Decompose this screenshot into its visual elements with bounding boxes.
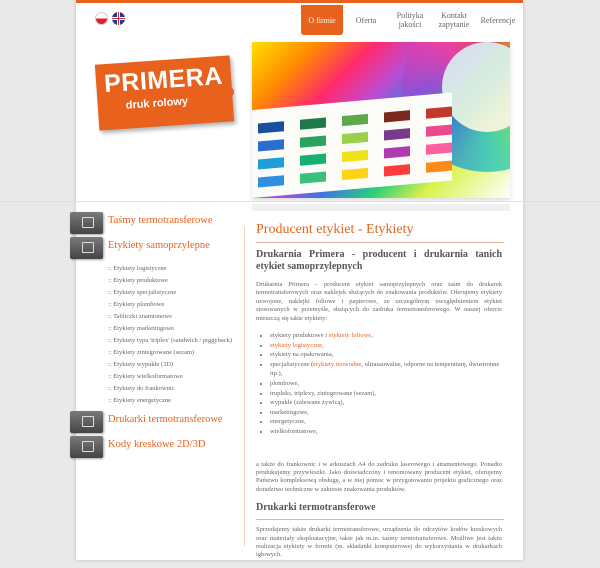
subitem-zintegrowane[interactable]: :: Etykiety zintegrowane (sezam) (108, 349, 195, 356)
nav-item-kontakt[interactable]: Kontakt zapytanie (438, 11, 470, 29)
ribbon-icon (70, 212, 103, 234)
list-item: • etykiety logistyczne, (270, 341, 502, 351)
title-underline (256, 242, 504, 243)
subitem-energetyczne[interactable]: :: Etykiety energetyczne (108, 397, 172, 404)
nav-item-polityka-jakosci[interactable]: Polityka jakości (396, 11, 424, 29)
list-item: • marketingowe, (270, 408, 502, 418)
printers-paragraph: Sprzedajemy także drukarki termotransferowe, urządzenia do odczytów kodów kreskowych oraz materiały eksploatacyjne, takie jak m.in. taśmy termotransferowe. Możliwe jest także realizacja etykiety w formie (m. składanki komputerowej do wykorzystania w drukarkach igłowych. (256, 526, 502, 559)
polish-flag-icon[interactable] (95, 12, 108, 25)
subitem-plombowe[interactable]: :: Etykiety plombowe (108, 301, 165, 308)
hero-caption-bar (252, 204, 510, 211)
subitem-triplex[interactable]: :: Etykiety typu 'triplex' (sandwich / piggyback) (108, 337, 233, 344)
subitem-produktowe[interactable]: :: Etykiety produktowe (108, 277, 168, 284)
sidebar (68, 212, 240, 458)
subitem-wypukle[interactable]: :: Etykiety wypukłe (3D) (108, 361, 174, 368)
language-switcher (95, 12, 125, 25)
company-logo[interactable] (95, 55, 234, 130)
section-underline (256, 519, 504, 520)
sidebar-item-label: Etykiety samoprzylepne (108, 240, 210, 251)
hero-image (252, 42, 510, 198)
list-item: • etykiety produktowe i etykiety foliowe, (270, 331, 502, 341)
label-types-list (256, 331, 502, 437)
page-title: Producent etykiet - Etykiety (256, 222, 414, 237)
list-link[interactable]: etykiety tnowodne (313, 360, 362, 368)
sidebar-item-label: Kody kreskowe 2D/3D (108, 439, 206, 450)
list-link[interactable]: etykiety logistyczne (270, 341, 323, 349)
subitem-frankownic[interactable]: :: Etykiety do frankownic (108, 385, 175, 392)
nav-item-oferta[interactable]: Oferta (355, 15, 377, 25)
sidebar-item-drukarki[interactable] (68, 411, 240, 433)
subitem-tabliczki[interactable]: :: Tabliczki znamionowe (108, 313, 173, 320)
sidebar-item-label: Drukarki termotransferowe (108, 414, 223, 425)
list-link[interactable]: etykiety foliowe (328, 332, 372, 340)
labels-icon (70, 237, 103, 259)
list-item: • wielkoformatowe, (270, 427, 502, 437)
main-content (256, 222, 502, 568)
content-divider (244, 226, 245, 546)
header-divider (0, 201, 600, 202)
logo-sub-text: druk rolowy (125, 95, 189, 112)
sidebar-item-kody[interactable] (68, 436, 240, 458)
top-accent-bar (76, 0, 523, 3)
list-item: • specjalistyczne (etykiety tnowodne, ultrasauwalne, odporne na temperaturę, dwustronne itp.), (270, 360, 502, 379)
nav-item-referencje[interactable]: Referencje (480, 15, 516, 25)
list-item: • trupleks, triplexy, zintegrowane (sezam), (270, 389, 502, 399)
printer-icon (70, 411, 103, 433)
subitem-marketingowe[interactable]: :: Etykiety marketingowe (108, 325, 175, 332)
page-subtitle: Drukarnia Primera - producent i drukarnia tanich etykiet samoprzylepnych (256, 249, 502, 272)
list-item: • wypukłe (zalewane żywicą), (270, 398, 502, 408)
sidebar-item-tasmy[interactable] (68, 212, 240, 234)
barcode-icon (70, 436, 103, 458)
sidebar-item-label: Taśmy termotransferowe (108, 215, 213, 226)
logo-main-text: PRIMERA (103, 61, 224, 99)
list-item: • energetyczne, (270, 417, 502, 427)
nav-item-o-firmie[interactable]: O firmie (301, 5, 343, 35)
second-paragraph: a także do frankownic i w arkuszach A4 do zadruku laserowego i atramentowego. Ponadto produkujemy przywieszki. Jako doświadczony i renomowany producent etykiet, oferujemy Państwu kompleksową obsługę, a w niej pomoc w przygotowaniu projektu graficznego oraz doradztwo techniczne w zakresie znakowania produktów. (256, 460, 502, 493)
subitem-logistyczne[interactable]: :: Etykiety logistyczne (108, 265, 167, 272)
section-title-printers: Drukarki termotransferowe (256, 502, 376, 514)
english-flag-icon[interactable] (112, 12, 125, 25)
subitem-wielkoformatowe[interactable]: :: Etykiety wielkoformatowe (108, 373, 183, 380)
color-swatch-card (252, 93, 452, 198)
subitem-specjalistyczne[interactable]: :: Etykiety specjalistyczne (108, 289, 177, 296)
main-nav (301, 5, 521, 35)
list-item: • plombowe, (270, 379, 502, 389)
list-item: • etykiety na opakowania, (270, 350, 502, 360)
sidebar-item-etykiety[interactable] (68, 237, 240, 259)
intro-paragraph: Drukarnia Primera – producent etykiet samoprzylepnych oraz taśm do drukarek termotransferowych oraz naklejek służących do znakowania produktów. Oferujemy etykiety uzwojone, naklejki foliowe i papierowe, ze szczególnym uwzględnieniem etykiet stosowanych w przemyśle, służących do zadruku termotransferowego. W naszej ofercie mieszczą się takie etykiety: (256, 281, 502, 322)
